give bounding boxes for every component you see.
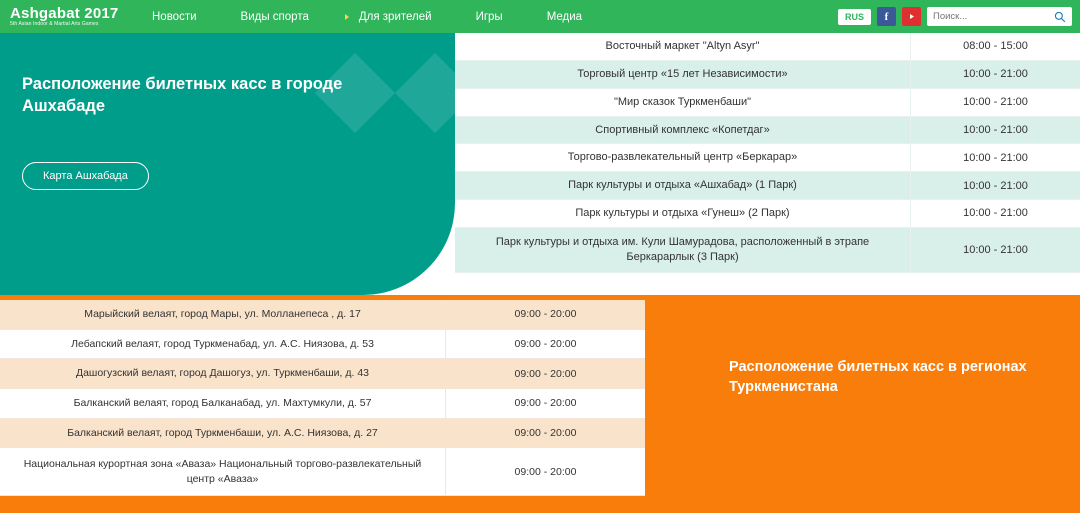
ashgabat-map-button[interactable]: Карта Ашхабада [22,162,149,190]
cell-hours: 09:00 - 20:00 [445,389,645,419]
ashgabat-ticket-offices-table [455,33,1080,273]
cell-place: Дашогузский велаят, город Дашогуз, ул. Туркменбаши, д. 43 [0,359,445,389]
table-row[interactable] [0,448,645,496]
cell-hours: 10:00 - 21:00 [910,228,1080,273]
search-input[interactable] [933,11,1054,22]
cell-place: Парк культуры и отдыха «Гунеш» (2 Парк) [455,200,910,228]
cell-place: Восточный маркет "Altyn Asyr" [455,33,910,61]
cell-hours: 10:00 - 21:00 [910,200,1080,228]
cell-hours: 09:00 - 20:00 [445,419,645,449]
cell-hours: 10:00 - 21:00 [910,61,1080,89]
logo-subtitle: 5th Asian Indoor & Martial Arts Games [10,21,99,28]
nav-item-spectators[interactable] [331,0,454,33]
cell-place: Балканский велаят, город Балканабад, ул. Махтумкули, д. 57 [0,389,445,419]
table-row[interactable] [0,359,645,389]
table-row[interactable] [0,330,645,360]
cell-place: Спортивный комплекс «Копетдаг» [455,117,910,145]
regions-ticket-offices-table [0,300,645,496]
nav-item-games[interactable] [454,0,525,33]
site-header [0,0,1080,33]
search-icon[interactable] [1054,11,1066,23]
table-row[interactable] [455,144,1080,172]
table-row[interactable] [455,228,1080,273]
cell-place: Балканский велаят, город Туркменбаши, ул. А.С. Ниязова, д. 27 [0,419,445,449]
nav-label: Виды спорта [240,10,309,23]
cell-place: Парк культуры и отдыха «Ашхабад» (1 Парк) [455,172,910,200]
table-row[interactable] [0,389,645,419]
nav-item-sports[interactable] [219,0,331,33]
cell-hours: 10:00 - 21:00 [910,172,1080,200]
cell-hours: 10:00 - 21:00 [910,89,1080,117]
ashgabat-panel-title: Расположение билетных касс в городе Ашхабаде [22,75,343,116]
main-nav [130,0,604,33]
cell-place: Торговый центр «15 лет Независимости» [455,61,910,89]
table-row[interactable] [455,61,1080,89]
search-box[interactable] [927,7,1072,26]
nav-label: Новости [152,10,197,23]
logo-title: Ashgabat 2017 [10,4,119,22]
cell-hours: 10:00 - 21:00 [910,144,1080,172]
language-switch-button[interactable]: RUS [838,9,871,25]
table-row[interactable] [455,33,1080,61]
cell-place: Лебапский велаят, город Туркменабад, ул. А.С. Ниязова, д. 53 [0,330,445,360]
caret-right-icon [345,14,349,20]
ashgabat-panel [0,33,455,295]
table-row[interactable] [455,89,1080,117]
table-row[interactable] [455,117,1080,145]
cell-hours: 09:00 - 20:00 [445,448,645,496]
regions-panel-title: Расположение билетных касс в регионах Туркменистана [729,359,1027,396]
table-row[interactable] [0,419,645,449]
cell-place: Парк культуры и отдыха им. Кули Шамурадова, расположенный в этрапе Беркарарлык (3 Парк) [455,228,910,273]
nav-label: Для зрителей [358,10,432,23]
cell-place: Марыйский велаят, город Мары, ул. Молланепеса , д. 17 [0,300,445,330]
table-row[interactable] [455,172,1080,200]
cell-hours: 10:00 - 21:00 [910,117,1080,145]
nav-item-media[interactable] [525,0,604,33]
cell-hours: 09:00 - 20:00 [445,300,645,330]
youtube-icon[interactable] [902,7,921,26]
table-row[interactable] [455,200,1080,228]
nav-item-news[interactable] [130,0,219,33]
cell-place: Торгово-развлекательный центр «Беркарар» [455,144,910,172]
table-row[interactable] [0,300,645,330]
facebook-icon[interactable]: f [877,7,896,26]
cell-hours: 08:00 - 15:00 [910,33,1080,61]
cell-hours: 09:00 - 20:00 [445,330,645,360]
cell-hours: 09:00 - 20:00 [445,359,645,389]
cell-place: "Мир сказок Туркменбаши" [455,89,910,117]
header-tools [838,0,1072,33]
nav-label: Медиа [546,10,583,23]
nav-label: Игры [475,10,503,23]
cell-place: Национальная курортная зона «Аваза» Национальный торгово-развлекательный центр «Аваза» [0,448,445,496]
site-logo[interactable] [0,6,120,28]
